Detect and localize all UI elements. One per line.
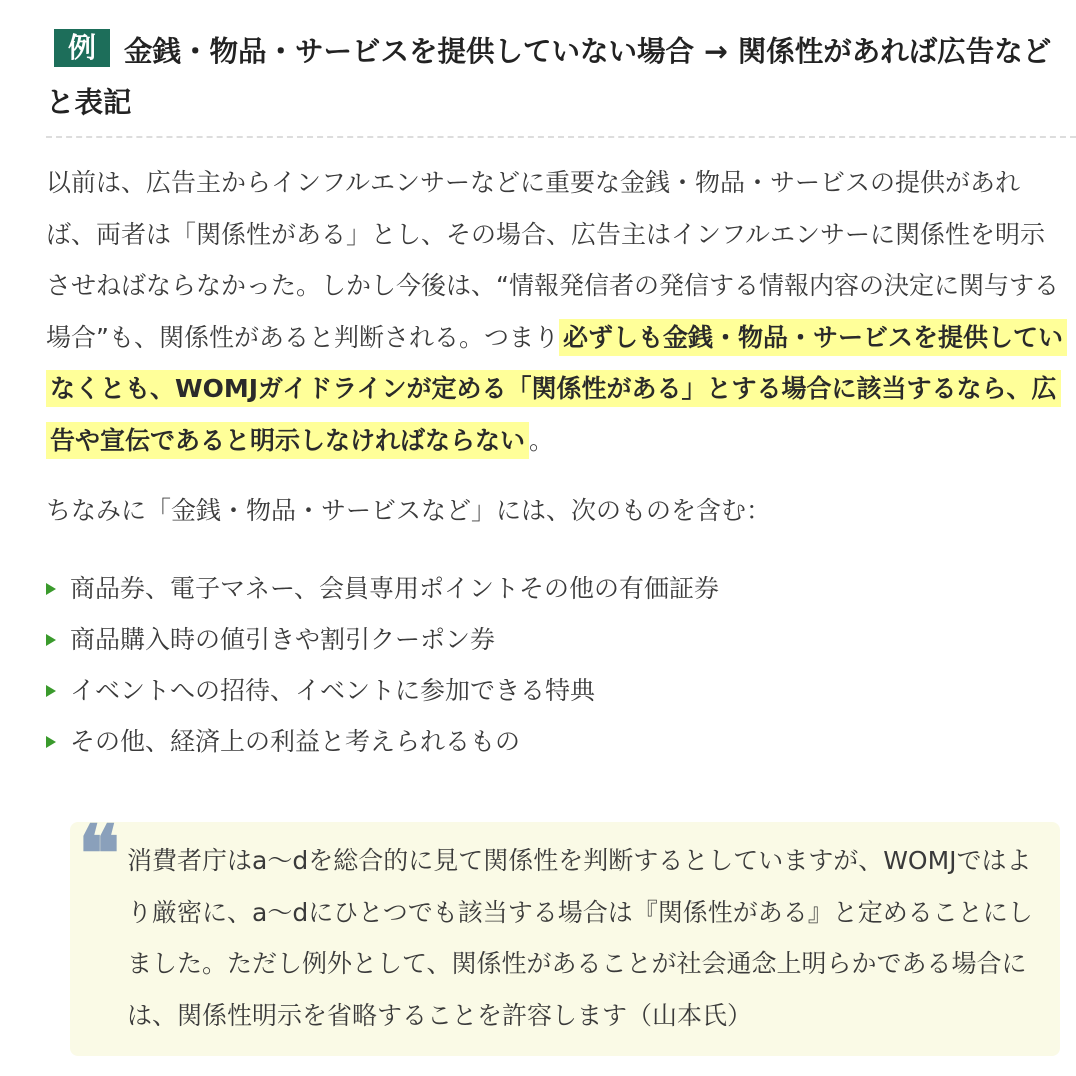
triangle-bullet-icon	[46, 583, 56, 595]
quote-text: 消費者庁はa〜dを総合的に見て関係性を判断するとしていますが、WOMJではより厳密に、a〜dにひとつでも該当する場合は『関係性がある』と定めることにしました。ただし例外として、関係性があることが社会通念上明らかである場合には、関係性明示を省略することを許容します（山本氏）	[127, 846, 1033, 1030]
list-item-text: 商品購入時の値引きや割引クーポン券	[70, 625, 496, 654]
highlighted-text: 必ずしも金銭・物品・サービスを提供していなくとも、WOMJガイドラインが定める「関係性がある」とする場合に該当するなら、広告や宣伝であると明示しなければならない	[46, 319, 1067, 459]
triangle-bullet-icon	[46, 634, 56, 646]
triangle-bullet-icon	[46, 685, 56, 697]
list-item	[46, 614, 719, 665]
benefit-list	[46, 563, 719, 767]
list-item-text: イベントへの招待、イベントに参加できる特典	[70, 676, 596, 705]
list-item	[46, 665, 719, 716]
heading-title: 金銭・物品・サービスを提供していない場合 → 関係性があれば広告などと表記	[46, 35, 1052, 119]
quote-box	[70, 809, 1060, 1056]
list-item	[46, 563, 719, 614]
body-paragraph	[46, 157, 1066, 466]
list-intro: ちなみに「金銭・物品・サービスなど」には、次のものを含む：	[46, 496, 772, 525]
section-heading	[46, 26, 1076, 138]
example-badge: 例	[54, 29, 110, 67]
list-item	[46, 716, 719, 767]
body-text-after: 。	[529, 425, 555, 455]
body-text-before: 以前は、広告主からインフルエンサーなどに重要な金銭・物品・サービスの提供があれば、両者は「関係性がある」とし、その場合、広告主はインフルエンサーに関係性を明示させねばならなかった。しかし今後は、“情報発信者の発信する情報内容の決定に関与する場合”も、関係性があると判断される。つまり	[46, 168, 1059, 352]
list-item-text: 商品券、電子マネー、会員専用ポイントその他の有価証券	[70, 574, 720, 603]
list-item-text: その他、経済上の利益と考えられるもの	[70, 727, 521, 756]
quotation-mark-icon: ❝	[78, 809, 120, 900]
triangle-bullet-icon	[46, 736, 56, 748]
